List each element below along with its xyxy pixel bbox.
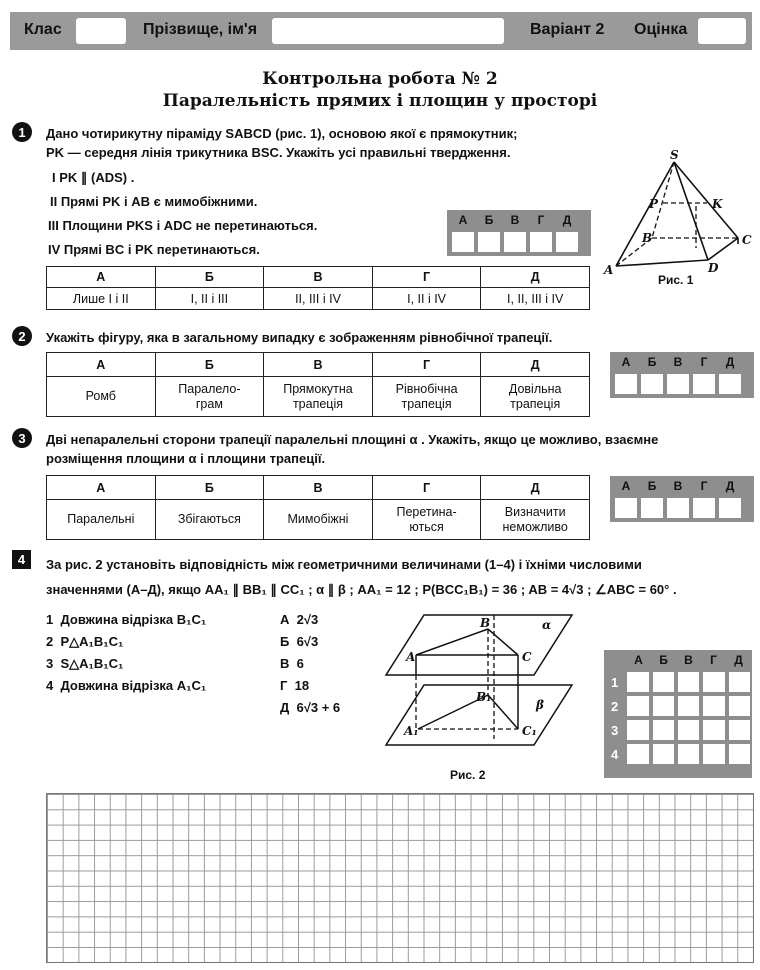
figure-2-caption: Рис. 2	[450, 768, 486, 782]
test-title: Контрольна робота № 2	[262, 69, 498, 89]
name-field[interactable]	[272, 18, 504, 44]
match-cell[interactable]	[653, 720, 674, 740]
q1-option-b: I, II і III	[155, 288, 264, 310]
q4-item-3: 3 S△A₁B₁C₁	[46, 656, 124, 671]
figure-2-planes	[382, 605, 582, 785]
fig1-label-d: D	[708, 261, 719, 275]
answer-cell[interactable]	[615, 374, 637, 394]
question-1-marker: 1	[12, 122, 32, 142]
q4-items	[46, 612, 206, 700]
q1-answer-grid: А Б В Г Д	[447, 210, 591, 256]
q2-option-a: Ромб	[47, 377, 156, 417]
fig2-label-b: B	[480, 616, 491, 630]
class-field[interactable]	[76, 18, 126, 44]
match-cell[interactable]	[653, 744, 674, 764]
q2-option-b: Паралело- грам	[155, 377, 264, 417]
q1-statement-2: II Прямі PK і AB є мимобіжними.	[50, 194, 258, 209]
fig2-label-c1: C₁	[522, 724, 537, 738]
q3-option-a: Паралельні	[47, 500, 156, 540]
answer-cell[interactable]	[719, 374, 741, 394]
q2-options-table: А Б В Г Д Ромб Паралело- грам Прямокутна трапеція Рівнобічна трапеція Довільна трапеція	[46, 352, 590, 417]
q4-item-1: 1 Довжина відрізка B₁C₁	[46, 612, 207, 627]
match-cell[interactable]	[678, 672, 699, 692]
match-cell[interactable]	[729, 696, 750, 716]
fig1-label-c: C	[742, 233, 752, 247]
answer-cell[interactable]	[641, 374, 663, 394]
q2-option-g: Рівнобічна трапеція	[372, 377, 481, 417]
answer-cell[interactable]	[530, 232, 552, 252]
match-cell[interactable]	[627, 744, 648, 764]
fig2-label-alpha: α	[542, 618, 552, 632]
fig1-label-s: S	[670, 148, 679, 162]
match-cell[interactable]	[729, 720, 750, 740]
answer-cell[interactable]	[719, 498, 741, 518]
q1-option-v: II, III і IV	[264, 288, 373, 310]
q1-statement-1: I PK ∥ (ADS) .	[52, 170, 135, 185]
variant-label: Варіант 2	[530, 21, 605, 38]
q3-option-v: Мимобіжні	[264, 500, 373, 540]
q3-option-g: Перетина- ються	[372, 500, 481, 540]
figure-1-caption: Рис. 1	[658, 273, 694, 287]
q1-option-b-letter: Б	[155, 267, 264, 288]
fig2-label-a: A	[406, 650, 416, 664]
q3-options-table: А Б В Г Д Паралельні Збігаються Мимобіжні Перетина- ються Визначити неможливо	[46, 475, 590, 540]
q3-answer-grid: А Б В Г Д	[610, 476, 754, 522]
fig1-label-b: B	[642, 231, 653, 245]
q1-option-a-letter: А	[47, 267, 156, 288]
match-cell[interactable]	[678, 744, 699, 764]
fig1-label-k: K	[712, 197, 723, 211]
match-cell[interactable]	[703, 744, 724, 764]
q2-option-d: Довільна трапеція	[481, 377, 590, 417]
match-cell[interactable]	[703, 672, 724, 692]
match-cell[interactable]	[653, 672, 674, 692]
fig2-label-b1: B₁	[476, 690, 492, 704]
match-cell[interactable]	[703, 720, 724, 740]
answer-cell[interactable]	[478, 232, 500, 252]
match-cell[interactable]	[678, 720, 699, 740]
q3-option-d: Визначити неможливо	[481, 500, 590, 540]
q2-option-v: Прямокутна трапеція	[264, 377, 373, 417]
fig1-label-p: P	[649, 197, 659, 211]
figure-1-pyramid	[600, 148, 760, 290]
q1-options-table	[46, 266, 590, 310]
work-grid-area[interactable]	[46, 793, 754, 963]
match-cell[interactable]	[729, 672, 750, 692]
header-bar	[10, 12, 752, 50]
class-label: Клас	[24, 21, 62, 38]
answer-cell[interactable]	[667, 374, 689, 394]
answer-cell[interactable]	[641, 498, 663, 518]
q1-statement-4: IV Прямі BC і PK перетинаються.	[48, 242, 260, 257]
fig2-label-c: C	[522, 650, 532, 664]
match-cell[interactable]	[729, 744, 750, 764]
question-2-marker: 2	[12, 326, 32, 346]
answer-cell[interactable]	[615, 498, 637, 518]
q1-option-v-letter: В	[264, 267, 373, 288]
q4-answer-g: Г 18	[280, 678, 310, 693]
grade-field[interactable]	[698, 18, 746, 44]
question-3-marker: 3	[12, 428, 32, 448]
match-cell[interactable]	[678, 696, 699, 716]
question-2-text: Укажіть фігуру, яка в загальному випадку є зображенням рівнобічної трапеції.	[46, 330, 553, 345]
q1-option-g-letter: Г	[372, 267, 481, 288]
match-cell[interactable]	[627, 720, 648, 740]
question-1-text: Дано чотирикутну піраміду SABCD (рис. 1), основою якої є прямокутник; PK — середня лінія трикутника BSC. Укажіть усі правильні твердження.	[46, 126, 518, 160]
answer-cell[interactable]	[667, 498, 689, 518]
fig2-label-beta: β	[536, 698, 544, 712]
answer-cell[interactable]	[556, 232, 578, 252]
q1-option-d: I, II, III і IV	[481, 288, 590, 310]
q1-statement-3: III Площини PKS і ADC не перетинаються.	[48, 218, 318, 233]
fig1-label-a: A	[604, 263, 614, 277]
q4-answers	[280, 612, 340, 722]
q3-option-b: Збігаються	[155, 500, 264, 540]
q4-answer-v: В 6	[280, 656, 304, 671]
q4-answer-a: А 2√3	[280, 612, 319, 627]
q4-answer-b: Б 6√3	[280, 634, 319, 649]
q1-option-a: Лише I і II	[47, 288, 156, 310]
answer-cell[interactable]	[693, 374, 715, 394]
question-3-text: Дві непаралельні сторони трапеції паралельні площині α . Укажіть, якщо це можливо, взаємне розміщення площини α і площини трапеції.	[46, 432, 659, 466]
test-subtitle: Паралельність прямих і площин у просторі	[162, 91, 598, 111]
q1-option-d-letter: Д	[481, 267, 590, 288]
match-cell[interactable]	[627, 696, 648, 716]
grade-label: Оцінка	[634, 21, 688, 38]
q4-match-grid: А Б В Г Д 1 2 3 4	[604, 650, 752, 778]
q2-answer-grid: А Б В Г Д	[610, 352, 754, 398]
question-4-marker: 4	[12, 550, 31, 569]
fig2-label-a1: A₁	[404, 724, 419, 738]
q4-answer-d: Д 6√3 + 6	[280, 700, 341, 715]
answer-cell[interactable]	[693, 498, 715, 518]
question-4-text: За рис. 2 установіть відповідність між геометричними величинами (1–4) і їхніми числовими значеннями (А–Д), якщо AA₁ ∥ BB₁ ∥ CC₁ ; α ∥ β ; AA₁ = 12 ; P(BCC₁B₁) = 36 ; AB = 4√3 ; ∠ABC = 60° .	[46, 557, 677, 597]
answer-cell[interactable]	[452, 232, 474, 252]
match-cell[interactable]	[627, 672, 648, 692]
match-cell[interactable]	[653, 696, 674, 716]
answer-cell[interactable]	[504, 232, 526, 252]
q4-item-2: 2 P△A₁B₁C₁	[46, 634, 124, 649]
match-cell[interactable]	[703, 696, 724, 716]
name-label: Прізвище, ім'я	[143, 21, 258, 38]
q4-item-4: 4 Довжина відрізка A₁C₁	[46, 678, 207, 693]
q1-option-g: I, II і IV	[372, 288, 481, 310]
